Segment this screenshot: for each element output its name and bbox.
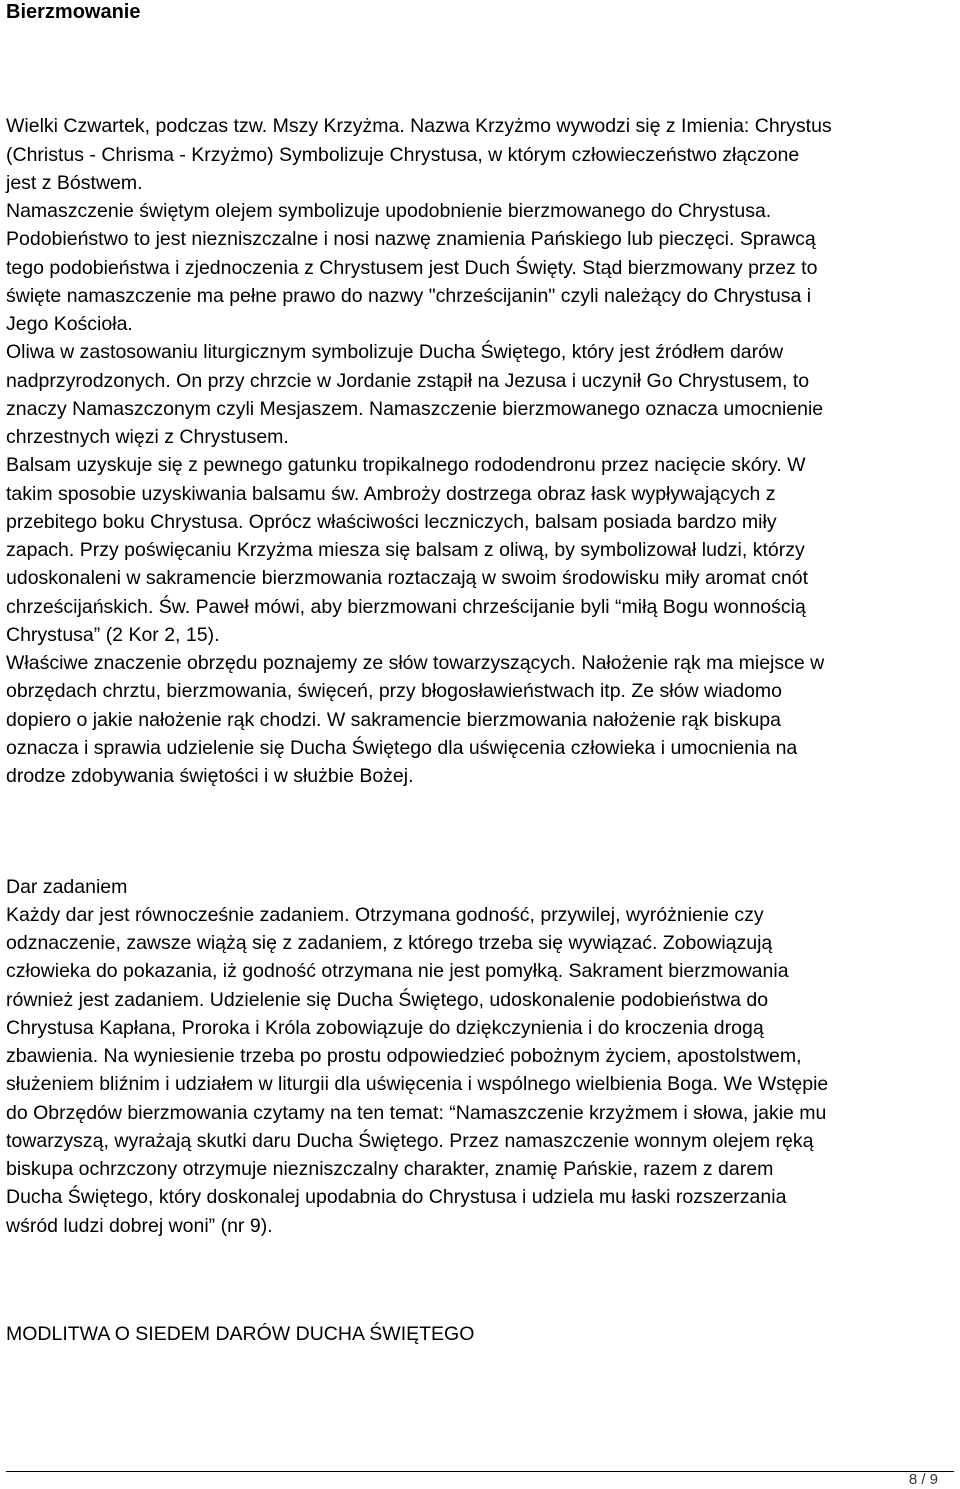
text-line: Wielki Czwartek, podczas tzw. Mszy Krzyżma. Nazwa Krzyżmo wywodzi się z Imienia: Chrystus bbox=[6, 115, 832, 137]
text-line: Każdy dar jest równocześnie zadaniem. Otrzymana godność, przywilej, wyróżnienie czy bbox=[6, 904, 764, 926]
text-line: biskupa ochrzczony otrzymuje niezniszczalny charakter, znamię Pańskie, razem z darem bbox=[6, 1158, 774, 1180]
footer-divider bbox=[6, 1471, 954, 1472]
text-line: do Obrzędów bierzmowania czytamy na ten temat: “Namaszczenie krzyżmem i słowa, jakie mu bbox=[6, 1102, 827, 1124]
text-line: jest z Bóstwem. bbox=[6, 172, 143, 194]
section-heading: MODLITWA O SIEDEM DARÓW DUCHA ŚWIĘTEGO bbox=[6, 1323, 475, 1345]
text-line: drodze zdobywania świętości i w służbie Bożej. bbox=[6, 765, 414, 787]
text-line: Właściwe znaczenie obrzędu poznajemy ze słów towarzyszących. Nałożenie rąk ma miejsce w bbox=[6, 652, 825, 674]
text-line: tego podobieństwa i zjednoczenia z Chrystusem jest Duch Święty. Stąd bierzmowany przez to bbox=[6, 257, 818, 279]
text-line: zbawienia. Na wyniesienie trzeba po prostu odpowiedzieć pobożnym życiem, apostolstwem, bbox=[6, 1045, 802, 1067]
text-line: człowieka do pokazania, iż godność otrzymana nie jest pomyłką. Sakrament bierzmowania bbox=[6, 960, 789, 982]
text-line: Jego Kościoła. bbox=[6, 313, 133, 335]
text-line: oznacza i sprawia udzielenie się Ducha Świętego dla uświęcenia człowieka i umocnienia na bbox=[6, 737, 798, 759]
text-line: chrześcijańskich. Św. Paweł mówi, aby bierzmowani chrześcijanie byli “miłą Bogu wonnością bbox=[6, 596, 806, 618]
text-line: obrzędach chrztu, bierzmowania, święceń, przy błogosławieństwach itp. Ze słów wiadomo bbox=[6, 680, 783, 702]
text-line: towarzyszą, wyrażają skutki daru Ducha Świętego. Przez namaszczenie wonnym olejem ręką bbox=[6, 1130, 814, 1152]
text-line: znaczy Namaszczonym czyli Mesjaszem. Namaszczenie bierzmowanego oznacza umocnienie bbox=[6, 398, 824, 420]
text-line: chrzestnych więzi z Chrystusem. bbox=[6, 426, 289, 448]
text-line: takim sposobie uzyskiwania balsamu św. Ambroży dostrzega obraz łask wypływających z bbox=[6, 483, 776, 505]
text-line: odznaczenie, zawsze wiążą się z zadaniem, z którego trzeba się wywiązać. Zobowiązują bbox=[6, 932, 773, 954]
section-heading: Dar zadaniem bbox=[6, 876, 128, 898]
text-line: Balsam uzyskuje się z pewnego gatunku tropikalnego rododendronu przez nacięcie skóry. W bbox=[6, 454, 806, 476]
text-line: wśród ludzi dobrej woni” (nr 9). bbox=[6, 1215, 273, 1237]
text-line: (Christus - Chrisma - Krzyżmo) Symbolizuje Chrystusa, w którym człowieczeństwo złączone bbox=[6, 144, 800, 166]
text-line: Chrystusa” (2 Kor 2, 15). bbox=[6, 624, 220, 646]
text-line: przebitego boku Chrystusa. Oprócz właściwości leczniczych, balsam posiada bardzo miły bbox=[6, 511, 777, 533]
text-line: Namaszczenie świętym olejem symbolizuje upodobnienie bierzmowanego do Chrystusa. bbox=[6, 200, 772, 222]
text-line: Chrystusa Kapłana, Proroka i Króla zobowiązuje do dziękczynienia i do kroczenia drogą bbox=[6, 1017, 764, 1039]
text-line: nadprzyrodzonych. On przy chrzcie w Jordanie zstąpił na Jezusa i uczynił Go Chrystusem, to bbox=[6, 370, 810, 392]
text-line: Podobieństwo to jest niezniszczalne i nosi nazwę znamienia Pańskiego lub pieczęci. Sprawcą bbox=[6, 228, 816, 250]
page-number: 8 / 9 bbox=[908, 1471, 938, 1488]
text-line: dopiero o jakie nałożenie rąk chodzi. W sakramencie bierzmowania nałożenie rąk biskupa bbox=[6, 709, 781, 731]
text-line: Ducha Świętego, który doskonalej upodabnia do Chrystusa i udziela mu łaski rozszerzania bbox=[6, 1186, 787, 1208]
page-title: Bierzmowanie bbox=[6, 1, 141, 23]
text-line: również jest zadaniem. Udzielenie się Ducha Świętego, udoskonalenie podobieństwa do bbox=[6, 989, 769, 1011]
text-line: Oliwa w zastosowaniu liturgicznym symbolizuje Ducha Świętego, który jest źródłem darów bbox=[6, 341, 784, 363]
text-line: służeniem bliźnim i udziałem w liturgii dla uświęcenia i wspólnego wielbienia Boga. We Wstępie bbox=[6, 1073, 829, 1095]
text-line: święte namaszczenie ma pełne prawo do nazwy "chrześcijanin" czyli należący do Chrystusa i bbox=[6, 285, 812, 307]
text-line: udoskonaleni w sakramencie bierzmowania roztaczają w swoim środowisku miły aromat cnót bbox=[6, 567, 808, 589]
text-line: zapach. Przy poświęcaniu Krzyżma miesza się balsam z oliwą, by symbolizował ludzi, którzy bbox=[6, 539, 805, 561]
